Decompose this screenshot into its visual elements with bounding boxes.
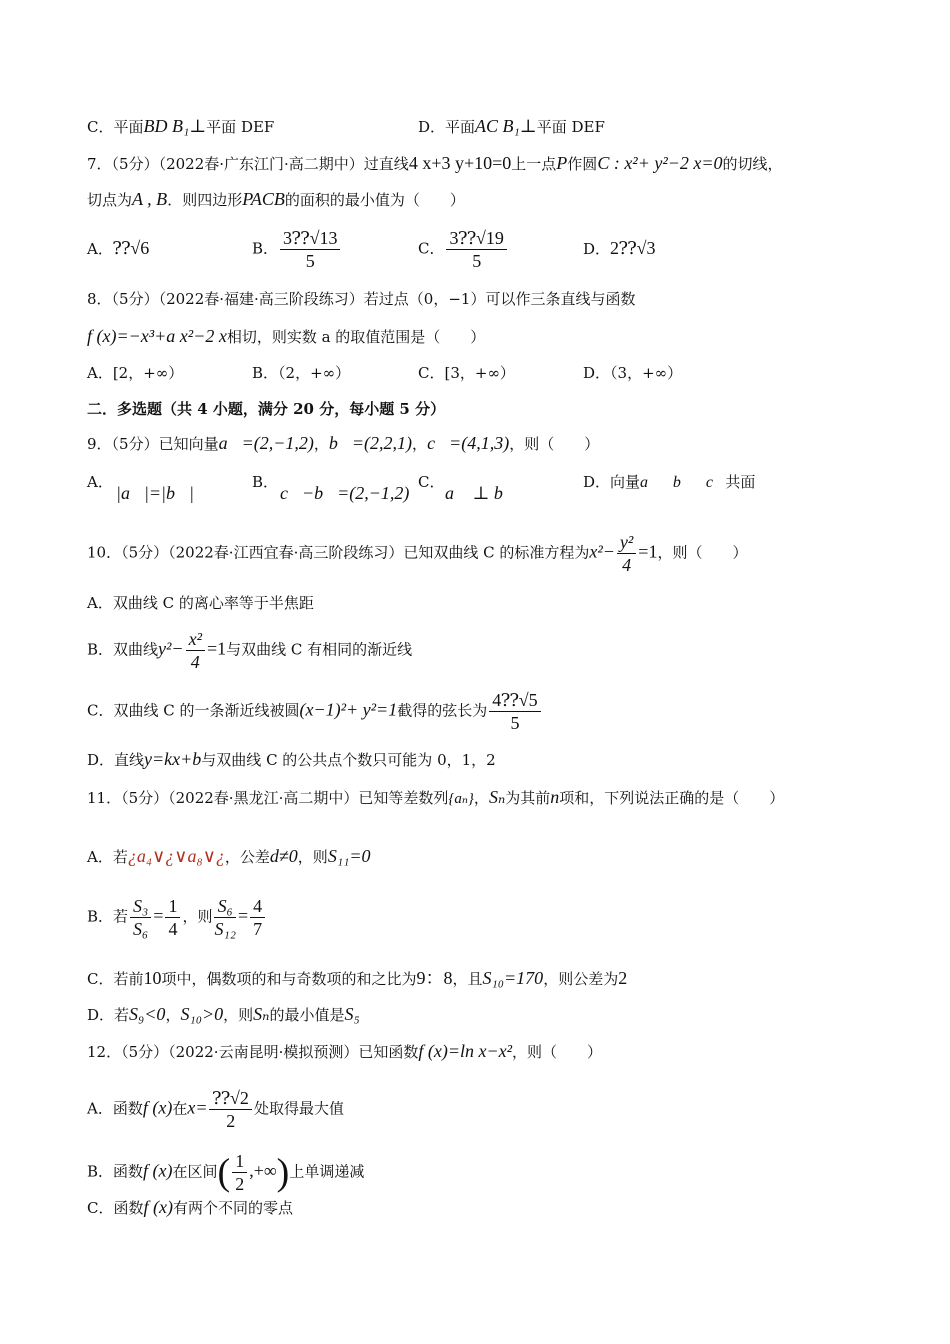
q12-opta-f: f (x) <box>142 1097 173 1118</box>
q10-eq-den: 4 <box>622 555 632 575</box>
q9-optd-vectors: a⃗，b⃗，c⃗ <box>640 474 726 491</box>
q11-optb-d3: S₁₂ <box>214 919 236 939</box>
q7-stem-line2 <box>87 189 465 210</box>
q11-optd-sn: Sₙ <box>253 1004 270 1024</box>
q9-option-a <box>87 472 113 492</box>
q10-eq-num: y² <box>617 531 636 554</box>
q11-optd-mid: ，则 <box>223 1006 254 1024</box>
q11-optd-s9: S₉<0 <box>129 1004 166 1024</box>
q11-prefix: 11．（5分）（2022春·黑龙江·高二期中）已知等差数列 <box>87 789 449 807</box>
q7-opta-val: ⁇√6 <box>112 238 150 258</box>
q11-optb-mid: ，则 <box>182 907 213 926</box>
q11-opta-d: d≠0 <box>269 846 298 866</box>
q11-optd-s5: S₅ <box>344 1004 360 1024</box>
q12-tail: ，则（ ） <box>512 1043 603 1061</box>
q12-optc-tail: 有两个不同的零点 <box>172 1199 293 1217</box>
q10-option-b <box>87 628 412 673</box>
q11-option-a <box>87 846 370 867</box>
q7-circle-eq: C : x²+ y²−2 x=0 <box>597 153 723 173</box>
q9-vector-c: c⃗=(4,1,3) <box>427 433 510 453</box>
q6-option-d <box>418 116 605 137</box>
q11-opta-s11: S₁₁=0 <box>327 846 371 866</box>
q12-opta-x: x= <box>187 1097 208 1118</box>
q11-optd-prefix: D．若 <box>87 1006 130 1024</box>
q7-optc-num: 3⁇√19 <box>446 227 506 250</box>
q10-eq-x2: x²− <box>589 541 615 562</box>
q9-option-b <box>252 472 278 492</box>
q12-optb-tail: 上单调递减 <box>289 1162 365 1181</box>
q9-stem <box>87 433 599 454</box>
q11-optb-n2: 1 <box>165 895 180 918</box>
q10-option-a: A．双曲线 C 的离心率等于半焦距 <box>87 594 314 612</box>
q7-line2-prefix: 切点为 <box>87 191 133 209</box>
q10-optc-mid: 截得的弦长为 <box>397 701 488 720</box>
q7-optc-label: C． <box>418 239 445 258</box>
q10-optd-line: y=kx+b <box>144 749 202 769</box>
q12-option-c <box>87 1197 293 1218</box>
q11-option-d <box>87 1004 360 1025</box>
q10-optb-num: x² <box>186 628 205 651</box>
q10-option-c <box>87 689 543 734</box>
section-title-multiple-choice: 二．多选题（共 4 小题，满分 20 分，每小题 5 分） <box>87 400 446 418</box>
q10-optb-tail: 与双曲线 C 有相同的渐近线 <box>226 640 413 659</box>
q12-optb-den: 2 <box>235 1174 245 1194</box>
q11-opta-mid2: ，则 <box>297 848 328 866</box>
q7-option-b <box>252 227 342 272</box>
q6-optd-label: D．平面 <box>418 118 476 136</box>
q8-stem-line1 <box>87 289 635 309</box>
q7-optd-label: D． <box>583 240 611 258</box>
q11-optb-n1: S₃ <box>130 895 151 918</box>
q10-optb-eq: =1 <box>206 638 227 659</box>
q11-stem <box>87 787 784 809</box>
q7-optd-val: 2⁇√3 <box>610 238 656 258</box>
q7-pacb: PACB <box>242 189 285 209</box>
q9-optd-label: D．向量 <box>583 473 641 491</box>
q12-opta-tail: 处取得最大值 <box>253 1099 344 1118</box>
q6-option-c <box>87 116 274 137</box>
q11-tail: 项和，下列说法正确的是（ ） <box>559 789 785 807</box>
q12-opta-mid: 在 <box>172 1099 188 1118</box>
q7-option-c <box>418 227 509 272</box>
q8-function: f (x)=−x³+a x²−2 x <box>87 326 227 346</box>
q12-optc-prefix: C．函数 <box>87 1199 144 1217</box>
q7-mid: 上一点 <box>511 155 557 173</box>
q9-option-a-value <box>116 483 194 504</box>
q9-option-c <box>418 472 444 492</box>
q10-optc-prefix: C．双曲线 C 的一条渐近线被圆 <box>87 701 300 720</box>
q11-mid: 为其前 <box>505 789 551 807</box>
q12-optb-prefix: B．函数 <box>87 1162 144 1181</box>
q10-optc-den: 5 <box>510 713 520 733</box>
q11-optc-ratio: 9：8 <box>416 968 453 988</box>
q12-optb-mid: 在区间 <box>172 1162 218 1181</box>
q7-line2-tail: 的面积的最小值为（ ） <box>284 191 465 209</box>
q9-sep2: ， <box>412 435 428 453</box>
q11-optc-mid: 项中，偶数项的和与奇数项的和之比为 <box>161 970 417 988</box>
q7-optc-den: 5 <box>472 251 482 271</box>
q11-optd-s10: S₁₀>0 <box>180 1004 224 1024</box>
q11-opta-math: ¿a₄∨¿∨a₈∨¿ <box>127 846 225 866</box>
q10-optb-den: 4 <box>190 652 200 672</box>
q9-option-c-value <box>445 483 517 504</box>
q8-stem-line2 <box>87 326 485 347</box>
q12-optb-f: f (x) <box>143 1160 173 1181</box>
q11-sn: Sₙ <box>488 787 506 807</box>
q7-option-a <box>87 238 149 259</box>
q11-optb-label: B．若 <box>87 907 129 926</box>
q8-option-c: C．[3，+∞） <box>418 364 515 382</box>
q7-optb-den: 5 <box>305 251 315 271</box>
q8-line2-tail: 相切，则实数 a 的取值范围是（ ） <box>226 328 486 346</box>
q7-optb-num: 3⁇√13 <box>280 227 340 250</box>
q9-vector-b: b⃗=(2,2,1) <box>328 433 413 453</box>
q11-optc-2: 2 <box>618 968 628 988</box>
q10-stem <box>87 531 747 576</box>
q9-prefix: 9．（5分）已知向量 <box>87 435 219 453</box>
q10-eq-tail: =1 <box>638 541 658 562</box>
q12-stem <box>87 1041 602 1062</box>
q7-option-d <box>583 238 655 259</box>
q12-option-a <box>87 1087 344 1132</box>
q11-option-b: B．若 $\frac{\text{S₃}}{\text{S₆}}$ = $\frac{1}{4}$ ，则 $\frac{\text{S₆}}{\text{S₁₂}}$ = $\frac{4}{7}$ <box>87 895 267 940</box>
q12-function: f (x)=ln x−x² <box>418 1041 512 1061</box>
q11-optc-10: 10 <box>143 968 162 988</box>
q11-optd-sep: ， <box>165 1006 181 1024</box>
q10-optc-circle: (x−1)²+ y²=1 <box>299 699 398 720</box>
q10-optc-num: 4⁇√5 <box>489 689 540 712</box>
q12-opta-den: 2 <box>226 1111 236 1131</box>
q9-opta-val: |a⃗|=|b⃗| <box>116 483 194 503</box>
q7-ab: A , B <box>132 189 168 209</box>
q8-option-b: B．（2，+∞） <box>252 364 351 382</box>
q10-optb-prefix: B．双曲线 <box>87 640 159 659</box>
q6-optc-label: C．平面 <box>87 118 144 136</box>
q11-sequence: {aₙ} <box>448 791 474 807</box>
q6-optc-math: BD B₁⊥ <box>143 116 207 136</box>
q9-optb-val: c⃗−b⃗=(2,−1,2) <box>280 483 410 503</box>
q7-opta-label: A． <box>87 240 113 258</box>
q9-optb-label: B． <box>252 473 279 491</box>
q10-prefix: 10．（5分）（2022春·江西宜春·高三阶段练习）已知双曲线 C 的标准方程为 <box>87 543 590 562</box>
q9-sep1: ， <box>313 435 329 453</box>
q11-optb-n3: S₆ <box>214 895 236 918</box>
q7-tail: 的切线， <box>722 155 783 173</box>
q11-sep: ， <box>473 789 489 807</box>
q12-optc-f: f (x) <box>143 1197 173 1217</box>
q8-line1: 8．（5分）（2022春·福建·高三阶段练习）若过点（0，−1）可以作三条直线与函数 <box>87 290 636 308</box>
q9-option-d <box>583 472 755 493</box>
q11-optb-d1: S₆ <box>133 919 149 939</box>
q11-optc-prefix: C．若前 <box>87 970 144 988</box>
q12-optb-num: 1 <box>232 1150 247 1173</box>
q11-n: n <box>550 787 560 807</box>
q7-line-eq: 4 x+3 y+10=0 <box>408 153 512 173</box>
q10-optd-tail: 与双曲线 C 的公共点个数只可能为 0，1，2 <box>201 751 496 769</box>
q8-option-a: A．[2，+∞） <box>87 364 184 382</box>
q11-optb-n4: 4 <box>250 895 265 918</box>
q6-optd-math: AC B₁⊥ <box>475 116 537 136</box>
q8-option-d: D．（3，+∞） <box>583 364 683 382</box>
q9-option-b-value <box>280 483 409 504</box>
q10-optb-y2: y²− <box>158 638 184 659</box>
q6-optc-tail: 平面 DEF <box>206 118 275 136</box>
q6-optd-tail: 平面 DEF <box>536 118 605 136</box>
q9-opta-label: A． <box>87 473 113 491</box>
q10-optd-prefix: D．直线 <box>87 751 145 769</box>
q7-stem-line1 <box>87 153 783 174</box>
q10-option-d <box>87 749 496 770</box>
q11-opta-label: A．若 <box>87 848 128 866</box>
q11-optb-d2: 4 <box>168 919 178 939</box>
q11-optb-d4: 7 <box>253 919 263 939</box>
q11-optc-s10: S₁₀=170 <box>482 968 544 988</box>
q9-optd-tail: 共面 <box>725 473 756 491</box>
q12-optb-inf: ,+∞ <box>249 1160 277 1181</box>
q7-prefix: 7．（5分）（2022春·广东江门·高二期中）过直线 <box>87 155 409 173</box>
q11-optc-mid2: ，且 <box>452 970 483 988</box>
q11-optd-tail: 的最小值是 <box>269 1006 345 1024</box>
q11-optc-tail: ，则公差为 <box>543 970 619 988</box>
q10-tail: ，则（ ） <box>657 543 748 562</box>
q7-mid2: 作圆 <box>567 155 598 173</box>
q12-option-b: B．函数f (x)在区间( $\frac{1}{2}$ ,+∞)上单调递减 <box>87 1151 365 1194</box>
q12-opta-num: ⁇√2 <box>209 1087 251 1110</box>
q11-opta-mid: ，公差 <box>224 848 270 866</box>
q7-optb-label: B． <box>252 239 279 258</box>
q11-option-c <box>87 968 627 989</box>
q12-opta-prefix: A．函数 <box>87 1099 143 1118</box>
q9-tail: ，则（ ） <box>509 435 600 453</box>
q7-line2-mid: ．则四边形 <box>167 191 243 209</box>
q9-optc-label: C． <box>418 473 445 491</box>
q12-prefix: 12．（5分）（2022·云南昆明·模拟预测）已知函数 <box>87 1043 419 1061</box>
q9-vector-a: a⃗=(2,−1,2) <box>218 433 314 453</box>
q9-optc-val: a⃗ ⊥ b⃗ <box>445 483 517 503</box>
q7-point-p: P <box>556 153 568 173</box>
